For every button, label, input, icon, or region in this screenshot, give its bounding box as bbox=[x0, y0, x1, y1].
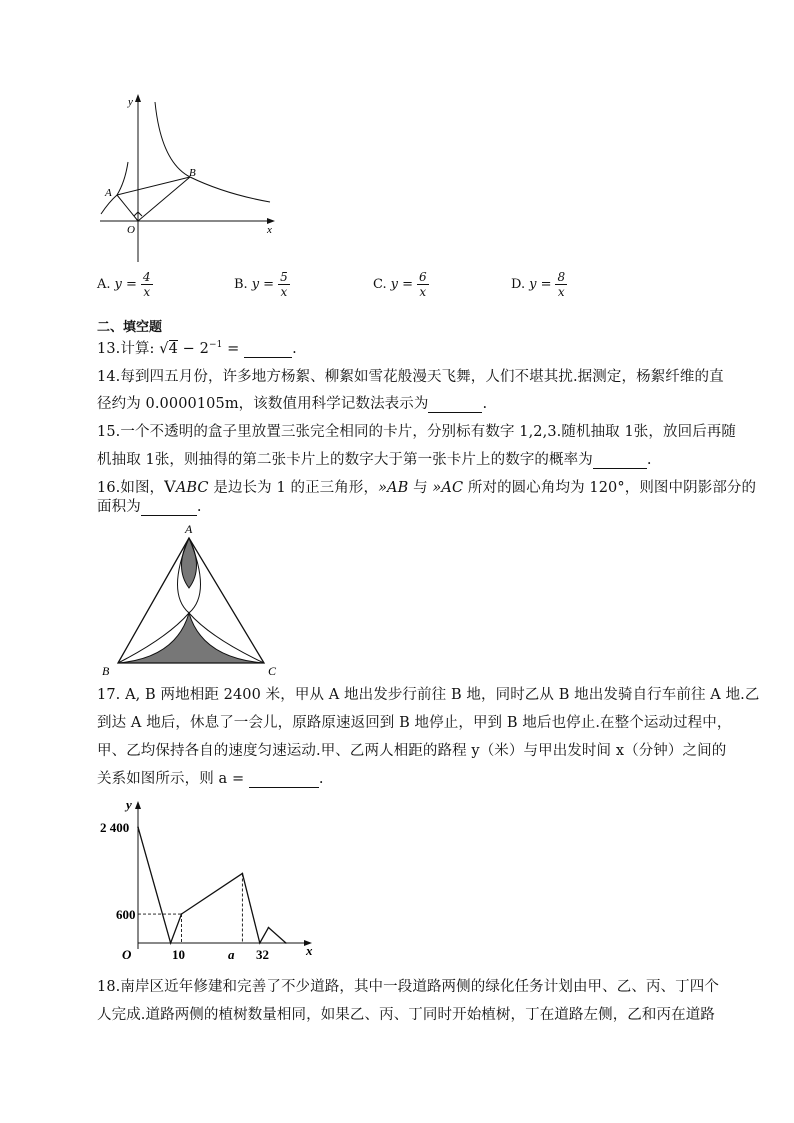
q15-text: 机抽取 1张，则抽得的第二张卡片上的数字大于第一张卡片上的数字的概率为 bbox=[97, 452, 593, 468]
question-15-line-2 bbox=[97, 448, 652, 469]
question-17-line-4 bbox=[97, 767, 324, 788]
q13-minus: − 2 bbox=[177, 341, 209, 357]
option-a[interactable] bbox=[97, 270, 153, 299]
answer-blank-14[interactable] bbox=[428, 398, 482, 413]
q16-text-e: 所对的圆心角均为 120°，则图中阴影部分的 bbox=[463, 480, 757, 496]
denominator: x bbox=[143, 285, 151, 299]
hyperbola-figure bbox=[95, 92, 280, 264]
arc-ac: »AC bbox=[432, 480, 464, 496]
numerator: 4 bbox=[142, 270, 151, 284]
q13-equals: = bbox=[222, 341, 245, 357]
question-13 bbox=[97, 337, 297, 358]
option-prefix: y = bbox=[114, 277, 137, 292]
option-prefix: y = bbox=[529, 277, 552, 292]
option-b[interactable] bbox=[234, 270, 290, 299]
section-title: 二、填空题 bbox=[97, 320, 163, 335]
q17-text: 关系如图所示，则 a = bbox=[97, 771, 249, 787]
question-16-line-1 bbox=[97, 476, 756, 497]
y-axis-label: y bbox=[128, 96, 133, 108]
option-prefix: y = bbox=[251, 277, 275, 292]
x-tick-label-32: 32 bbox=[256, 947, 269, 962]
denominator: x bbox=[280, 285, 288, 299]
option-fraction bbox=[417, 270, 429, 299]
point-b-label: B bbox=[189, 167, 196, 179]
option-fraction bbox=[555, 270, 567, 299]
q16-triangle-name: ABC bbox=[175, 480, 209, 496]
question-14-line-1: 14.每到四五月份，许多地方杨絮、柳絮如雪花般漫天飞舞，人们不堪其扰.据测定，杨絮纤维的直 bbox=[97, 369, 724, 385]
question-17-line-3: 甲、乙均保持各自的速度匀速运动.甲、乙两人相距的路程 y（米）与甲出发时间 x（分钟）之间的 bbox=[97, 743, 727, 759]
chart-y-label: y bbox=[126, 797, 132, 812]
chart-origin-label: O bbox=[122, 947, 132, 962]
question-16-line-2 bbox=[97, 495, 202, 516]
y-tick-label-600: 600 bbox=[116, 907, 136, 922]
data-point-4 bbox=[259, 942, 261, 944]
origin-label: O bbox=[127, 224, 135, 236]
numerator: 8 bbox=[557, 270, 566, 284]
shaded-region-lower bbox=[118, 613, 264, 663]
data-point-0 bbox=[137, 826, 139, 828]
chart-plot-area bbox=[137, 826, 287, 944]
q13-prefix: 13.计算: bbox=[97, 341, 160, 357]
option-prefix: y = bbox=[390, 277, 413, 292]
q16-end: . bbox=[196, 499, 202, 515]
question-14-line-2 bbox=[97, 392, 487, 413]
question-17-line-1: 17. A, B 两地相距 2400 米，甲从 A 地出发步行前往 B 地，同时乙从 B 地出发骑自行车前往 A 地.乙 bbox=[97, 687, 760, 703]
q13-end: . bbox=[292, 341, 297, 357]
chart-y-axis-arrow bbox=[135, 801, 141, 809]
denominator: x bbox=[419, 285, 427, 299]
q13-exponent: −1 bbox=[208, 340, 223, 351]
vertex-c-label: C bbox=[268, 664, 277, 678]
triangle-symbol: V bbox=[164, 477, 176, 496]
arc-ab: »AB bbox=[378, 480, 409, 496]
y-axis-arrow bbox=[135, 94, 141, 102]
vertex-b-label: B bbox=[102, 664, 110, 678]
segment-oa bbox=[117, 195, 138, 221]
option-d[interactable] bbox=[511, 270, 567, 299]
distance-time-chart bbox=[96, 797, 326, 965]
q16-text: 面积为 bbox=[97, 499, 141, 515]
question-18-line-2: 人完成.道路两侧的植树数量相同，如果乙、丙、丁同时开始植树，丁在道路左侧，乙和丙在道路 bbox=[97, 1007, 715, 1023]
question-15-line-1: 15.一个不透明的盒子里放置三张完全相同的卡片，分别标有数字 1,2,3.随机抽取 1张，放回后再随 bbox=[97, 424, 737, 440]
x-tick-label-a: a bbox=[228, 947, 235, 962]
data-point-5 bbox=[268, 927, 270, 929]
option-c[interactable] bbox=[373, 270, 429, 299]
numerator: 5 bbox=[280, 270, 288, 284]
option-letter: B. bbox=[234, 277, 248, 292]
numerator: 6 bbox=[419, 270, 427, 284]
y-tick-label-2400: 2 400 bbox=[100, 820, 130, 835]
q16-text-a: 16.如图， bbox=[97, 480, 165, 496]
point-a-label: A bbox=[105, 187, 112, 199]
question-17-line-2: 到达 A 地后，休息了一会儿，原路原速返回到 B 地停止，甲到 B 地后也停止.在整个运动过程中， bbox=[97, 715, 732, 731]
sqrt-symbol: √ bbox=[159, 341, 169, 357]
answer-blank-17[interactable] bbox=[249, 773, 319, 788]
q16-text-d: 与 bbox=[408, 480, 433, 496]
data-point-6 bbox=[285, 942, 287, 944]
answer-blank-13[interactable] bbox=[244, 343, 292, 358]
answer-blank-15[interactable] bbox=[593, 454, 647, 469]
q15-end: . bbox=[646, 452, 652, 468]
option-letter: C. bbox=[373, 277, 387, 292]
answer-blank-16[interactable] bbox=[141, 501, 197, 516]
chart-x-label: x bbox=[306, 943, 313, 958]
question-18-line-1: 18.南岸区近年修建和完善了不少道路，其中一段道路两侧的绿化任务计划由甲、乙、丙、丁四个 bbox=[97, 979, 719, 995]
denominator: x bbox=[557, 285, 565, 299]
data-point-1 bbox=[170, 942, 172, 944]
option-fraction bbox=[278, 270, 290, 299]
triangle-figure bbox=[96, 518, 286, 678]
q14-text: 径约为 0.0000105m，该数值用科学记数法表示为 bbox=[97, 396, 429, 412]
option-letter: A. bbox=[97, 277, 111, 292]
x-tick-label-10: 10 bbox=[172, 947, 185, 962]
vertex-a-label: A bbox=[185, 522, 193, 536]
distance-series-line bbox=[138, 827, 286, 943]
hyperbola-right-branch bbox=[155, 102, 270, 202]
q13-radicand: 4 bbox=[168, 341, 178, 357]
q16-text-c: 是边长为 1 的正三角形， bbox=[208, 480, 379, 496]
q14-end: . bbox=[482, 396, 488, 412]
option-fraction bbox=[141, 270, 153, 299]
x-axis-label: x bbox=[267, 224, 272, 236]
option-letter: D. bbox=[511, 277, 526, 292]
q17-end: . bbox=[318, 771, 324, 787]
